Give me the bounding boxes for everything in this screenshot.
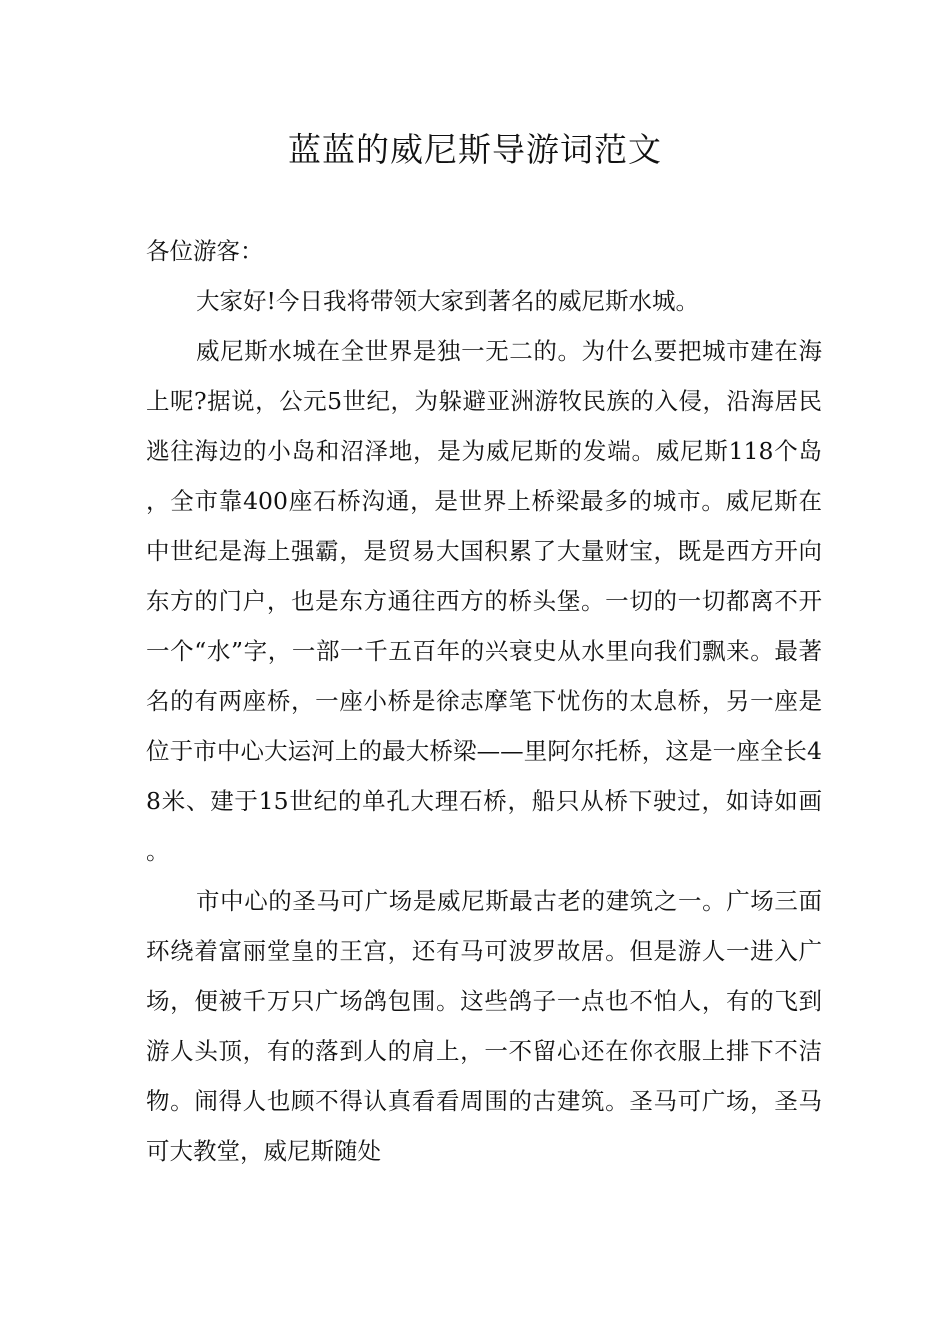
- document-body: [146, 226, 822, 1176]
- paragraph-san-marco: 市中心的圣马可广场是威尼斯最古老的建筑之一。广场三面环绕着富丽堂皇的王宫，还有马可波罗故居。但是游人一进入广场，便被千万只广场鸽包围。这些鸽子一点也不怕人，有的飞到游人头顶，有的落到人的肩上，一不留心还在你衣服上排下不洁物。闹得人也顾不得认真看看周围的古建筑。圣马可广场，圣马可大教堂，威尼斯随处: [146, 887, 822, 1165]
- paragraph-greeting: 大家好!今日我将带领大家到著名的威尼斯水城。: [196, 287, 699, 315]
- salutation: 各位游客：: [146, 237, 264, 265]
- paragraph-water-city: 威尼斯水城在全世界是独一无二的。为什么要把城市建在海上呢?据说，公元5世纪，为躲避亚洲游牧民族的入侵，沿海居民逃往海边的小岛和沼泽地，是为威尼斯的发端。威尼斯118个岛，全市靠400座石桥沟通，是世界上桥梁最多的城市。威尼斯在中世纪是海上强霸，是贸易大国积累了大量财宝，既是西方开向东方的门户，也是东方通往西方的桥头堡。一切的一切都离不开一个“水”字，一部一千五百年的兴衰史从水里向我们飘来。最著名的有两座桥，一座小桥是徐志摩笔下忧伤的太息桥，另一座是位于市中心大运河上的最大桥梁——里阿尔托桥，这是一座全长48米、建于15世纪的单孔大理石桥，船只从桥下驶过，如诗如画。: [146, 337, 822, 865]
- document-title: 蓝蓝的威尼斯导游词范文: [288, 130, 662, 169]
